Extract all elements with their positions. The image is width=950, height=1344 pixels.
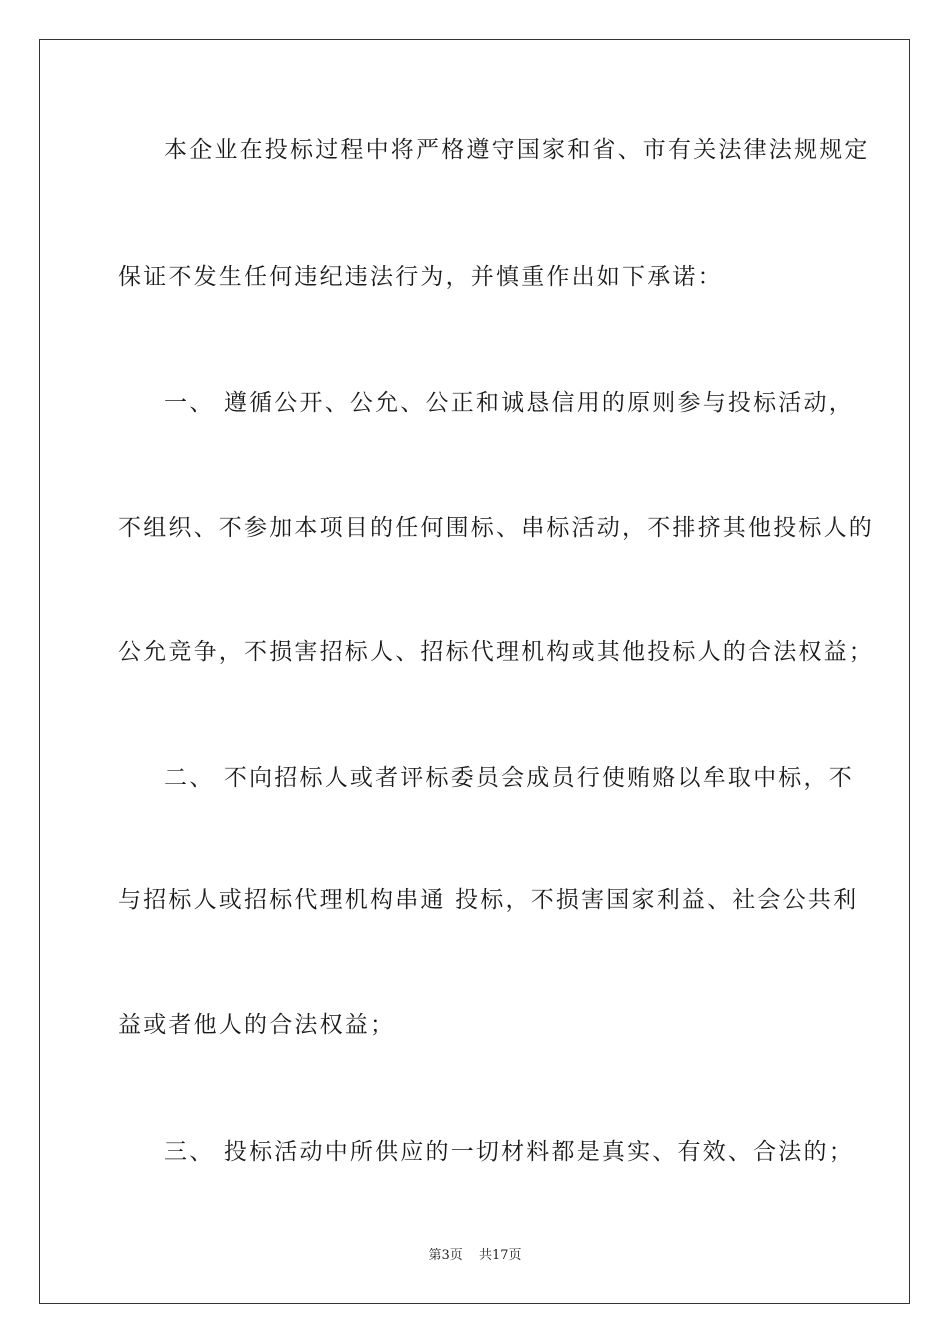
paragraph-line-4: 不组织、不参加本项目的任何围标、串标活动，不排挤其他投标人的 <box>118 515 874 541</box>
page-number: 第3页 <box>428 1248 463 1263</box>
page-total: 共17页 <box>478 1248 522 1263</box>
paragraph-line-2: 保证不发生任何违纪违法行为，并慎重作出如下承诺： <box>118 264 723 290</box>
paragraph-line-7: 与招标人或招标代理机构串通 投标，不损害国家利益、社会公共利 <box>118 887 859 913</box>
paragraph-line-5: 公允竞争，不损害招标人、招标代理机构或其他投标人的合法权益； <box>118 639 874 665</box>
paragraph-line-6: 二、 不向招标人或者评标委员会成员行使贿赂以牟取中标，不 <box>164 765 854 791</box>
page-footer <box>0 1248 950 1264</box>
paragraph-line-1: 本企业在投标过程中将严格遵守国家和省、市有关法律法规规定 <box>164 137 870 163</box>
page-border <box>39 39 910 1304</box>
paragraph-line-9: 三、 投标活动中所供应的一切材料都是真实、有效、合法的； <box>164 1139 854 1165</box>
paragraph-line-8: 益或者他人的合法权益； <box>118 1012 396 1038</box>
paragraph-line-3: 一、 遵循公开、公允、公正和诚恳信用的原则参与投标活动， <box>164 390 854 416</box>
